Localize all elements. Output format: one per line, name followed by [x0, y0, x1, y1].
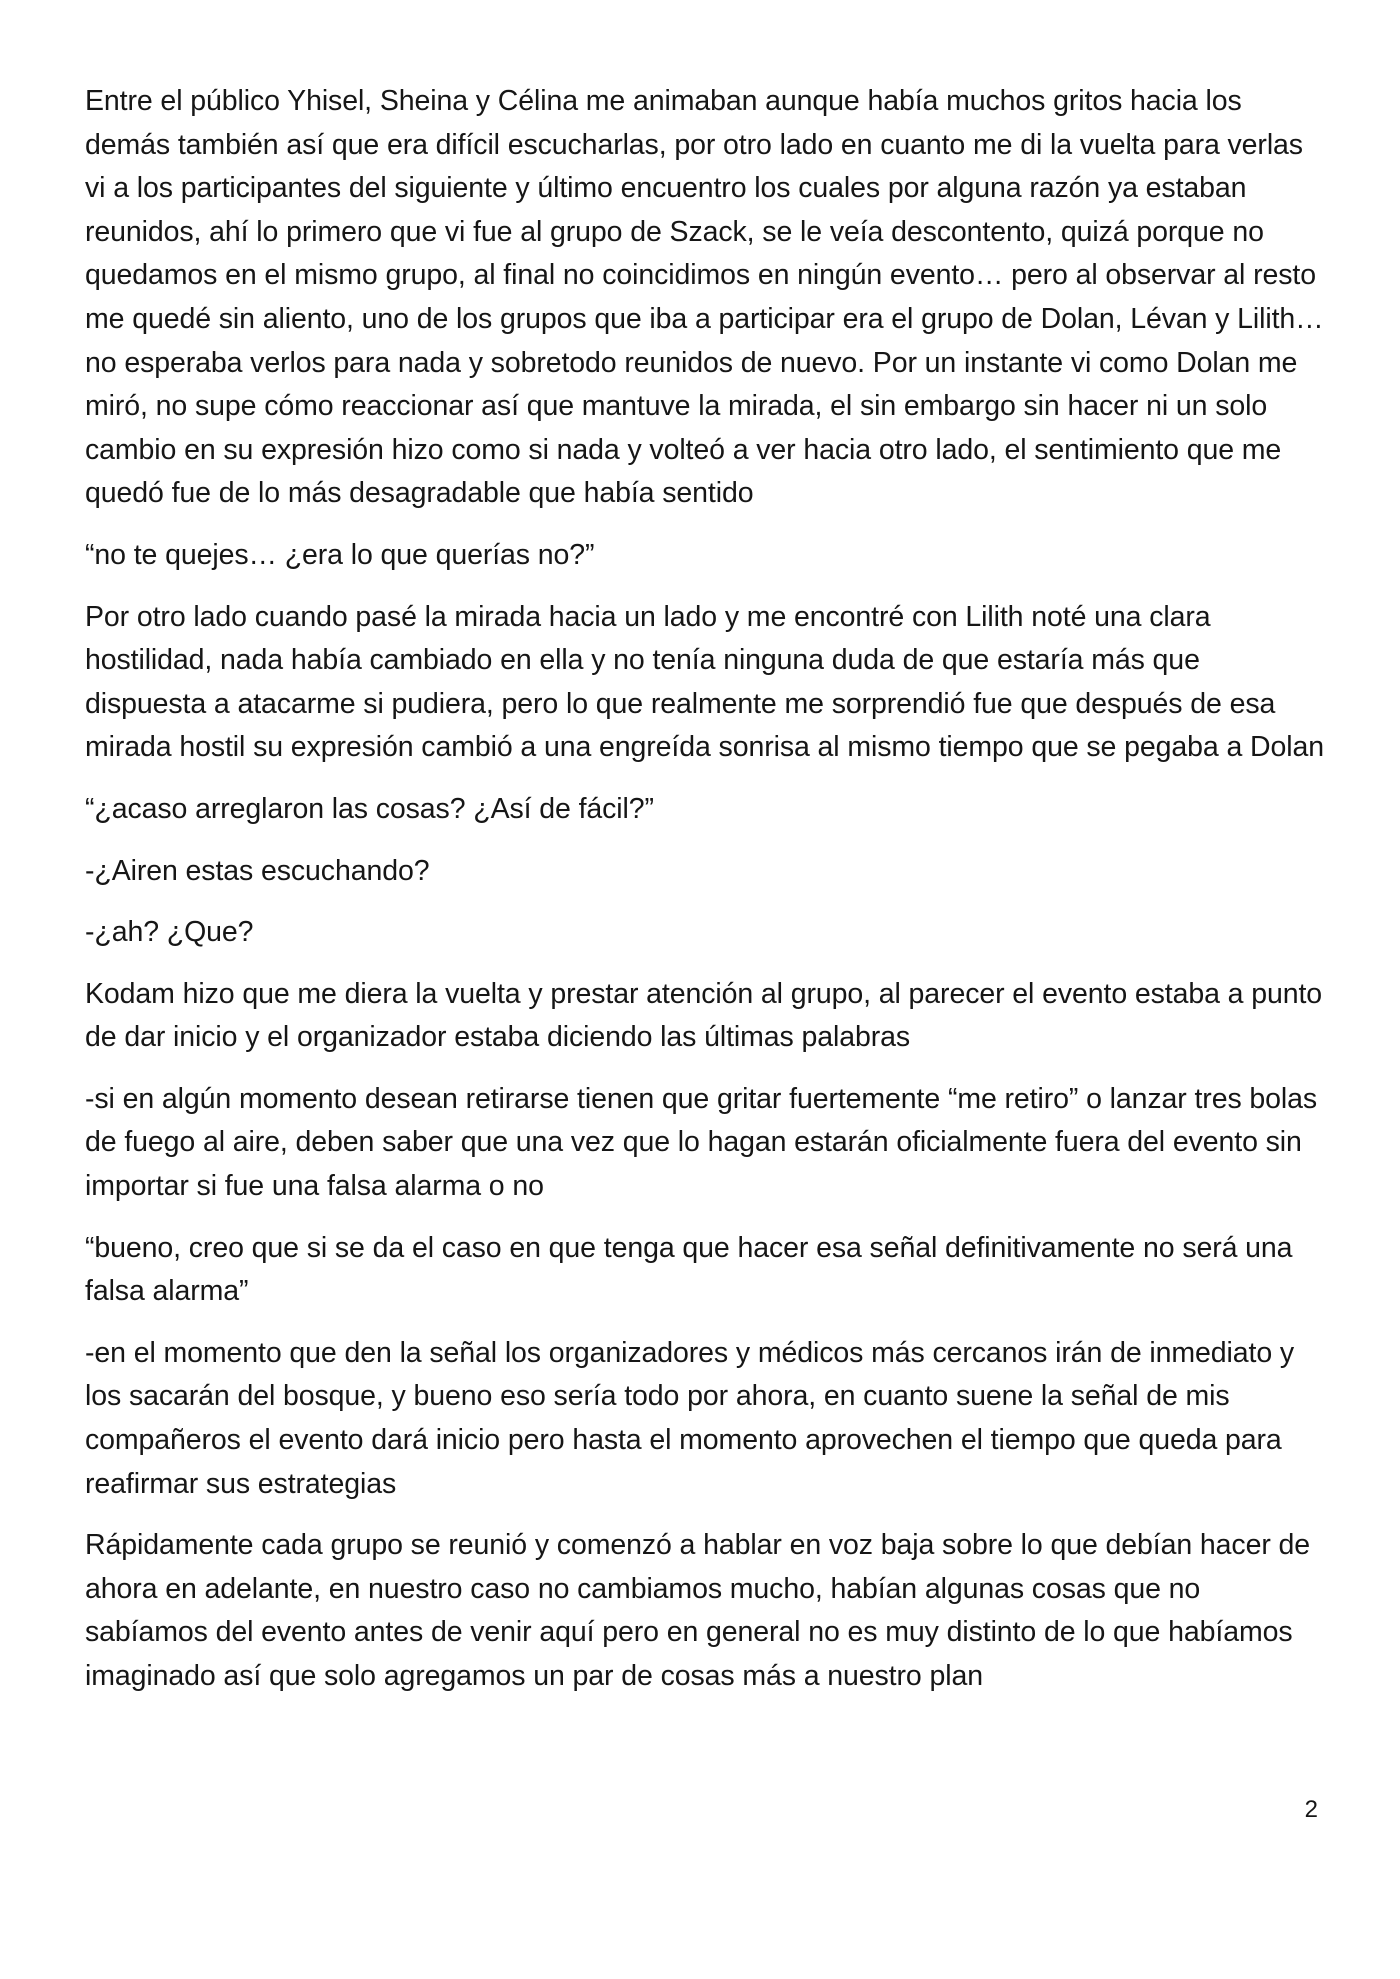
paragraph: Entre el público Yhisel, Sheina y Célina me animaban aunque había muchos gritos hacia los demás también así que era difícil escucharlas, por otro lado en cuanto me di la vuelta para verlas vi a los participantes del siguiente y último encuentro los cuales por alguna razón ya estaban reunidos, ahí lo primero que vi fue al grupo de Szack, se le veía descontento, quizá porque no quedamos en el mismo grupo, al final no coincidimos en ningún evento… pero al observar al resto me quedé sin aliento, uno de los grupos que iba a participar era el grupo de Dolan, Lévan y Lilith… no esperaba verlos para nada y sobretodo reunidos de nuevo. Por un instante vi como Dolan me miró, no supe cómo reaccionar así que mantuve la mirada, el sin embargo sin hacer ni un solo cambio en su expresión hizo como si nada y volteó a ver hacia otro lado, el sentimiento que me quedó fue de lo más desagradable que había sentido [85, 85, 1324, 510]
paragraph: Rápidamente cada grupo se reunió y comenzó a hablar en voz baja sobre lo que debían hacer de ahora en adelante, en nuestro caso no cambiamos mucho, habían algunas cosas que no sabíamos del evento antes de venir aquí pero en general no es muy distinto de lo que habíamos imaginado así que solo agregamos un par de cosas más a nuestro plan [85, 1529, 1311, 1692]
page-number: 2 [1304, 1796, 1318, 1823]
paragraph: -¿Airen estas escuchando? [85, 854, 430, 887]
paragraph: Por otro lado cuando pasé la mirada hacia un lado y me encontré con Lilith noté una clara hostilidad, nada había cambiado en ella y no tenía ninguna duda de que estaría más que dispuesta a atacarme si pudiera, pero lo que realmente me sorprendió fue que después de esa mirada hostil su expresión cambió a una engreída sonrisa al mismo tiempo que se pegaba a Dolan [85, 600, 1324, 764]
paragraph: “bueno, creo que si se da el caso en que tenga que hacer esa señal definitivamente no será una falsa alarma” [85, 1231, 1293, 1308]
document-body [85, 80, 1325, 1717]
paragraph: -en el momento que den la señal los organizadores y médicos más cercanos irán de inmediato y los sacarán del bosque, y bueno eso sería todo por ahora, en cuanto suene la señal de mis compañeros el evento dará inicio pero hasta el momento aprovechen el tiempo que queda para reafirmar sus estrategias [85, 1336, 1295, 1500]
paragraph: -si en algún momento desean retirarse tienen que gritar fuertemente “me retiro” o lanzar tres bolas de fuego al aire, deben saber que una vez que lo hagan estarán oficialmente fuera del evento sin importar si fue una falsa alarma o no [85, 1082, 1318, 1203]
paragraph: “¿acaso arreglaron las cosas? ¿Así de fácil?” [85, 792, 654, 825]
paragraph: Kodam hizo que me diera la vuelta y prestar atención al grupo, al parecer el evento estaba a punto de dar inicio y el organizador estaba diciendo las últimas palabras [85, 977, 1323, 1054]
paragraph: “no te quejes… ¿era lo que querías no?” [85, 538, 595, 571]
paragraph: -¿ah? ¿Que? [85, 916, 254, 949]
